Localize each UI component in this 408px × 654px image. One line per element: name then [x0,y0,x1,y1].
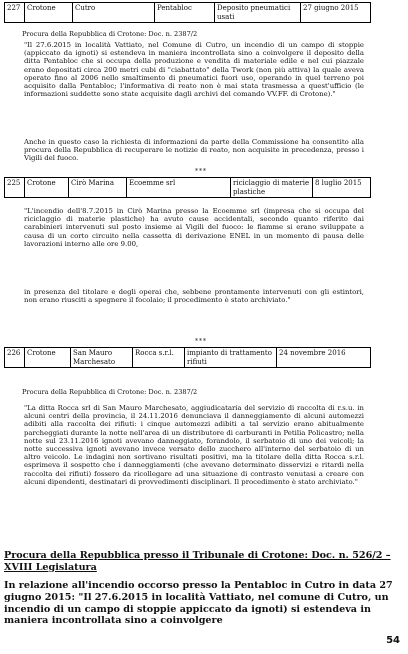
quote-ecoemme-continued: in presenza del titolare e degli operai che, sebbene prontamente intervenuti con gli estintori, non erano riusciti a spegnere il focolaio; il procedimento è stato archiviato." [24,288,364,305]
row-province: Crotone [25,348,71,368]
quote-ecoemme: "L'incendio dell'8.7.2015 in Cirò Marina presso la Ecoemme srl (impresa che si occupa del riciclaggio di materie plastiche) ha avuto cause accidentali, secondo quanto riferito dai carabinieri intervenuti sul posto insieme ai Vigili del fuoco: le fiamme si erano sviluppate a causa di un corto circuito nella cassetta di derivazione ENEL in un momento di pausa delle lavorazioni interno alle ore 9.00, [24,207,364,248]
row-type: impianto di trattamento rifiuti [185,348,277,368]
quote-pentabloc: "Il 27.6.2015 in località Vattiato, nel Comune di Cutro, un incendio di un campo di stoppie (appiccato da ignoti) si estendeva in maniera incontrollata sino a coinvolgere il deposito della ditta Pentabloc che si occupa della produzione e vendita di materiale edile e nel cui piazzale erano depositati circa 200 metri cubi di "ciabattato" della Twork (non più attiva) la quale aveva operato fino al 2006 nello smaltimento di pneumatici fuori uso, operando in quel terreno poi acquisito dalla Pentabloc; l'informativa di reato non è mai stata trasmessa a quest'ufficio (le informazioni suddette sono state acquisite dagli archivi del comando VV.FF. di Crotone)." [24,41,364,99]
row-number: 226 [5,348,25,368]
source-label: Procura della Repubblica di Crotone: Doc. n. 2387/2 [22,30,198,38]
separator: *** [195,338,207,345]
row-date: 27 giugno 2015 [301,3,371,23]
row-company: Pentabloc [155,3,215,23]
row-date: 24 novembre 2016 [277,348,371,368]
row-number: 227 [5,3,25,23]
row-province: Crotone [25,3,73,23]
row-town: Cutro [73,3,155,23]
row-type: Deposito pneumatici usati [215,3,301,23]
row-company: Rocca s.r.l. [133,348,185,368]
row-date: 8 luglio 2015 [313,178,371,198]
section-heading: Procura della Repubblica presso il Tribunale di Crotone: Doc. n. 526/2 – XVIII Legislatura [4,550,391,573]
row-type: riciclaggio di materie plastiche [231,178,313,198]
separator: *** [195,168,207,175]
row-town: San Mauro Marchesato [71,348,133,368]
table-row [4,2,371,23]
row-province: Crotone [25,178,69,198]
page-number: 54 [386,635,400,646]
body-paragraph: In relazione all'incendio occorso presso la Pentabloc in Cutro in data 27 giugno 2015: "Il 27.6.2015 in località Vattiato, nel comune di Cutro, un incendio di un campo di stoppie appiccato da ignoti) si estendeva in maniera incontrollata sino a coinvolgere [4,580,393,627]
table-row [4,347,371,368]
source-label: Procura della Repubblica di Crotone: Doc. n. 2387/2 [22,388,198,396]
row-town: Cirò Marina [69,178,127,198]
row-number: 225 [5,178,25,198]
table-row [4,177,371,198]
commission-note: Anche in questo caso la richiesta di informazioni da parte della Commissione ha consentito alla procura della Repubblica di recuperare le notizie di reato, non acquisite in precedenza, presso i Vigili del fuoco. [24,138,364,163]
row-company: Ecoemme srl [127,178,231,198]
quote-rocca: "La ditta Rocca srl di San Mauro Marchesato, aggiudicataria del servizio di raccolta di r.s.u. in alcuni centri della provincia, il 24.11.2016 denunciava il danneggiamento di alcuni automezzi adibiti alla raccolta dei rifiuti: i cinque automezzi adibiti a tal servizio erano abitualmente parcheggiati durante la notte nell'area di un distributore di carburanti in Petilia Policastro; nella notte sul 23.11.2016 ignoti avevano danneggiato, forandolo, il serbatoio di uno dei veicoli; la notte successiva ignoti avevano invece versato dello zucchero all'interno del serbatoio di un altro veicolo. Le indagini non sortivano risultati positivi, ma la titolare della ditta Rocca s.r.l. esprimeva il sospetto che i danneggiamenti (che avevano determinato disservizi e ritardi nella raccolta dei rifiuti) fossero da ricollegare ad una situazione di contrasto venutasi a creare con alcuni dipendenti, destinatari di provvedimenti disciplinari. Il procedimento è stato archiviato." [24,404,364,486]
